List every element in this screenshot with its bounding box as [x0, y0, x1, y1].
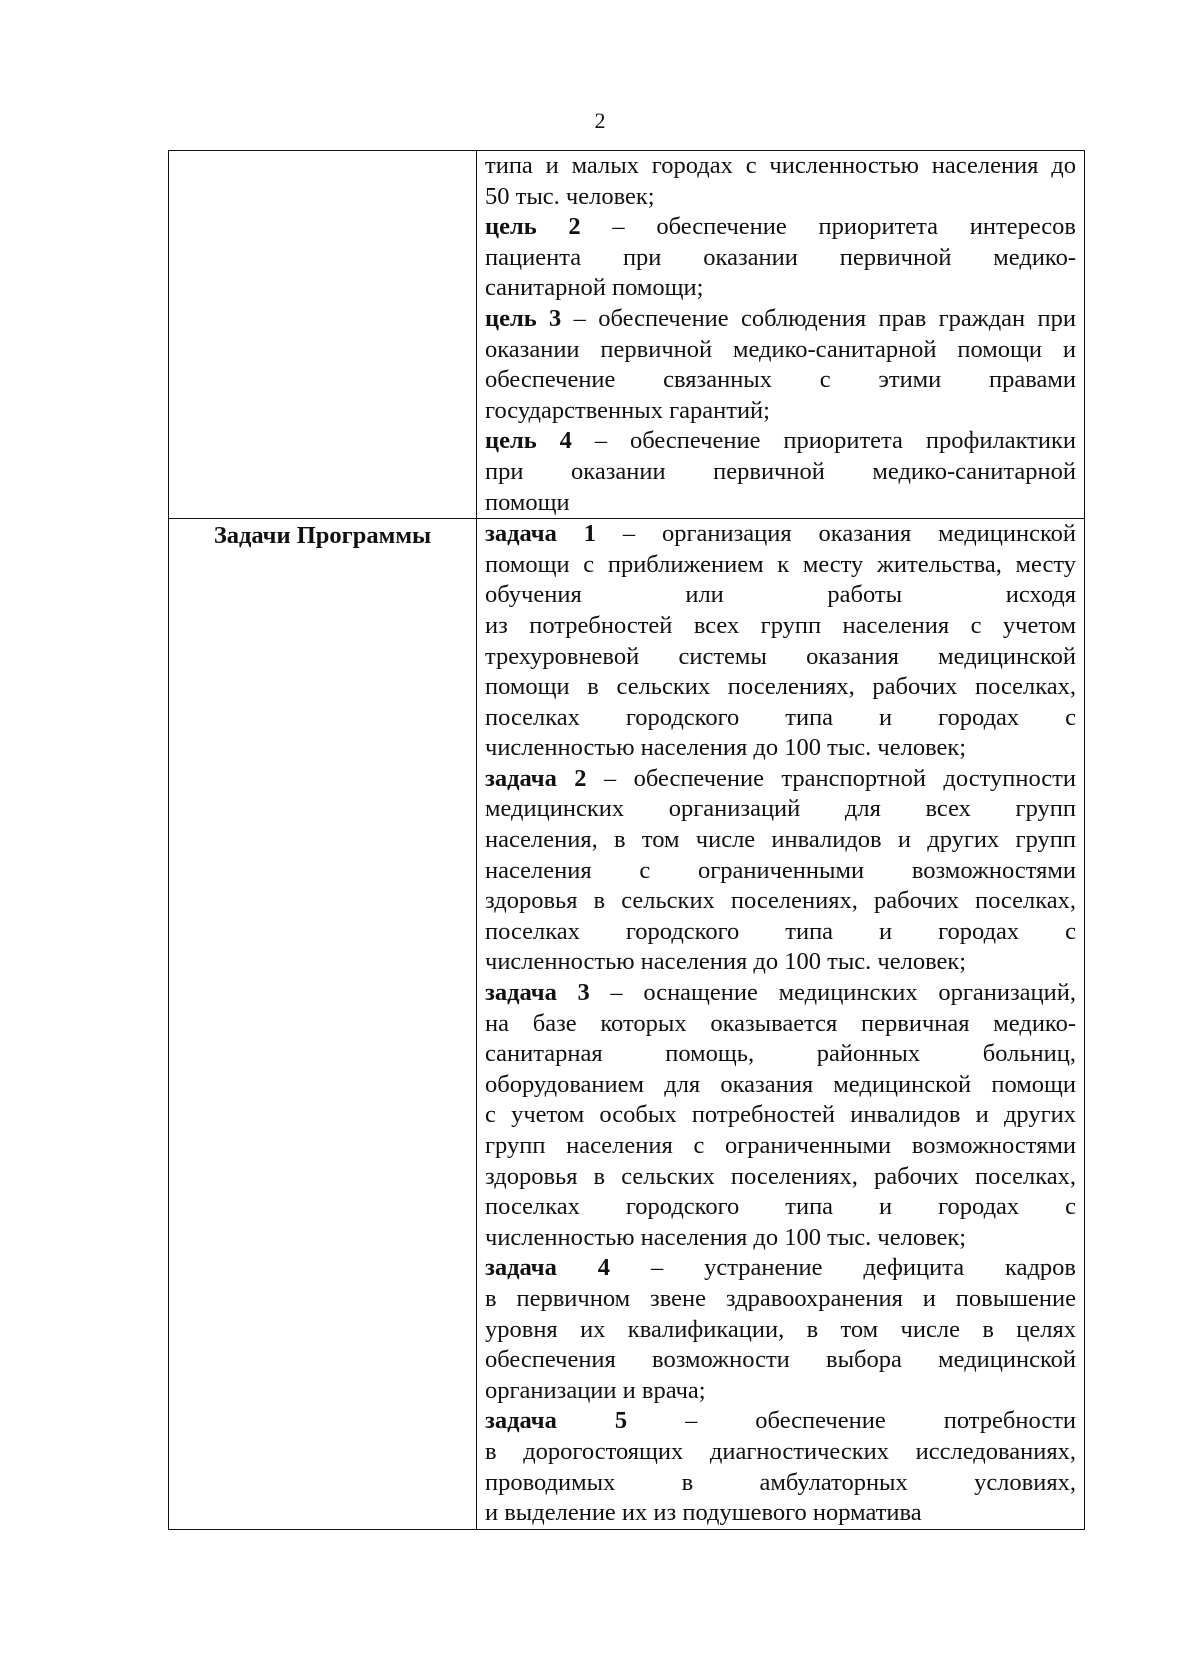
line-text: здоровья в сельских поселениях, рабочих поселках,	[485, 887, 1076, 915]
text-line	[485, 212, 1076, 243]
text-line	[485, 703, 1076, 734]
line-text: с учетом особых потребностей инвалидов и других	[485, 1101, 1076, 1129]
text-line	[485, 1223, 1076, 1254]
line-text: населения с ограниченными возможностями	[485, 856, 1076, 884]
text-line	[485, 304, 1076, 335]
row-label: Задачи Программы	[169, 519, 477, 1530]
text-line	[485, 978, 1076, 1009]
line-text: уровня их квалификации, в том числе в целях	[485, 1315, 1076, 1343]
line-text: из потребностей всех групп населения с учетом	[485, 611, 1076, 639]
paragraph	[485, 1253, 1076, 1406]
line-text: численностью населения до 100 тыс. человек;	[485, 734, 967, 762]
text-line	[485, 550, 1076, 581]
text-line	[485, 917, 1076, 948]
line-text: медицинских организаций для всех групп	[485, 795, 1076, 823]
text-line	[485, 825, 1076, 856]
line-text: при оказании первичной медико-санитарной	[485, 457, 1076, 485]
text-line	[485, 1039, 1076, 1070]
page-number: 2	[594, 108, 606, 133]
line-text: здоровья в сельских поселениях, рабочих поселках,	[485, 1162, 1076, 1190]
item-keyword: задача 1	[485, 520, 596, 548]
line-text: – обеспечение приоритета профилактики	[571, 427, 1076, 455]
text-line	[485, 611, 1076, 642]
line-text: на базе которых оказывается первичная медико-	[485, 1009, 1076, 1037]
text-line	[485, 1009, 1076, 1040]
line-text: трехуровневой системы оказания медицинской	[485, 642, 1076, 670]
line-text: поселках городского типа и городах с	[485, 703, 1076, 731]
line-text: групп населения с ограниченными возможностями	[485, 1132, 1076, 1159]
item-keyword: цель 3	[485, 304, 562, 332]
text-line	[485, 1162, 1076, 1193]
text-line	[485, 426, 1076, 457]
paragraph	[485, 519, 1076, 764]
item-keyword: цель 2	[485, 213, 581, 241]
paragraph	[485, 1406, 1076, 1528]
text-line	[485, 672, 1076, 703]
line-text: помощи в сельских поселениях, рабочих поселках,	[485, 673, 1076, 701]
line-text: помощи	[485, 488, 570, 516]
paragraph	[485, 151, 1076, 212]
line-text: – обеспечение транспортной доступности	[586, 764, 1076, 792]
row-label	[169, 151, 477, 519]
line-text: обеспечения возможности выбора медицинской	[485, 1346, 1076, 1374]
line-text: – оснащение медицинских организаций,	[589, 979, 1076, 1007]
program-passport-table	[168, 150, 1085, 1530]
line-text: организации и врача;	[485, 1376, 706, 1404]
line-text: и выделение их из подушевого норматива	[485, 1499, 922, 1527]
text-line	[485, 1376, 1076, 1407]
line-text: – организация оказания медицинской	[595, 520, 1076, 548]
line-text: пациента при оказании первичной медико-	[485, 243, 1076, 271]
line-text: численностью населения до 100 тыс. человек;	[485, 948, 967, 976]
text-line	[485, 856, 1076, 887]
table-body	[169, 151, 1085, 1530]
text-line	[485, 1253, 1076, 1284]
row-content	[477, 519, 1085, 1530]
line-text: обеспечение связанных с этими правами	[485, 366, 1076, 394]
paragraph	[485, 978, 1076, 1253]
text-line	[485, 1070, 1076, 1101]
text-line	[485, 764, 1076, 795]
text-line	[485, 947, 1076, 978]
line-text: поселках городского типа и городах с	[485, 1193, 1076, 1221]
text-line	[485, 1192, 1076, 1223]
text-line	[485, 642, 1076, 673]
line-text: государственных гарантий;	[485, 396, 770, 424]
text-line	[485, 794, 1076, 825]
text-line	[485, 1468, 1076, 1499]
item-keyword: цель 4	[485, 427, 572, 455]
text-line	[485, 182, 1076, 213]
line-text: обучения или работы исходя	[485, 581, 1076, 609]
paragraph	[485, 764, 1076, 978]
text-line	[485, 151, 1076, 182]
table-row	[169, 519, 1085, 1530]
text-line	[485, 1284, 1076, 1315]
row-content	[477, 151, 1085, 519]
item-keyword: задача 2	[485, 764, 587, 792]
line-text: населения, в том числе инвалидов и других групп	[485, 826, 1076, 854]
line-text: помощи с приближением к месту жительства, месту	[485, 550, 1076, 578]
line-text: типа и малых городах с численностью населения до	[485, 152, 1076, 179]
text-line	[485, 396, 1076, 427]
item-keyword: задача 4	[485, 1254, 611, 1282]
paragraph	[485, 426, 1076, 518]
line-text: – обеспечение потребности	[627, 1407, 1077, 1435]
paragraph	[485, 304, 1076, 426]
text-line	[485, 733, 1076, 764]
line-text: санитарная помощь, районных больниц,	[485, 1040, 1076, 1068]
paragraph	[485, 212, 1076, 304]
text-line	[485, 457, 1076, 488]
text-line	[485, 243, 1076, 274]
text-line	[485, 1100, 1076, 1131]
text-line	[485, 519, 1076, 550]
item-keyword: задача 3	[485, 979, 590, 1007]
table-row	[169, 151, 1085, 519]
text-line	[485, 1498, 1076, 1529]
text-line	[485, 886, 1076, 917]
line-text: – обеспечение приоритета интересов	[580, 213, 1076, 241]
line-text: санитарной помощи;	[485, 274, 704, 302]
text-line	[485, 1345, 1076, 1376]
line-text: поселках городского типа и городах с	[485, 917, 1076, 945]
text-line	[485, 1131, 1076, 1162]
line-text: в первичном звене здравоохранения и повышение	[485, 1284, 1076, 1312]
line-text: – обеспечение соблюдения прав граждан при	[561, 304, 1076, 332]
text-line	[485, 273, 1076, 304]
line-text: в дорогостоящих диагностических исследованиях,	[485, 1437, 1076, 1465]
line-text: оказании первичной медико-санитарной помощи и	[485, 335, 1076, 363]
text-line	[485, 1437, 1076, 1468]
text-line	[485, 580, 1076, 611]
line-text: оборудованием для оказания медицинской помощи	[485, 1070, 1076, 1098]
text-line	[485, 488, 1076, 519]
text-line	[485, 335, 1076, 366]
line-text: 50 тыс. человек;	[485, 182, 655, 210]
line-text: – устранение дефицита кадров	[610, 1254, 1076, 1282]
line-text: проводимых в амбулаторных условиях,	[485, 1468, 1076, 1496]
item-keyword: задача 5	[485, 1407, 628, 1435]
line-text: численностью населения до 100 тыс. человек;	[485, 1223, 967, 1251]
text-line	[485, 1315, 1076, 1346]
text-line	[485, 365, 1076, 396]
text-line	[485, 1406, 1076, 1437]
